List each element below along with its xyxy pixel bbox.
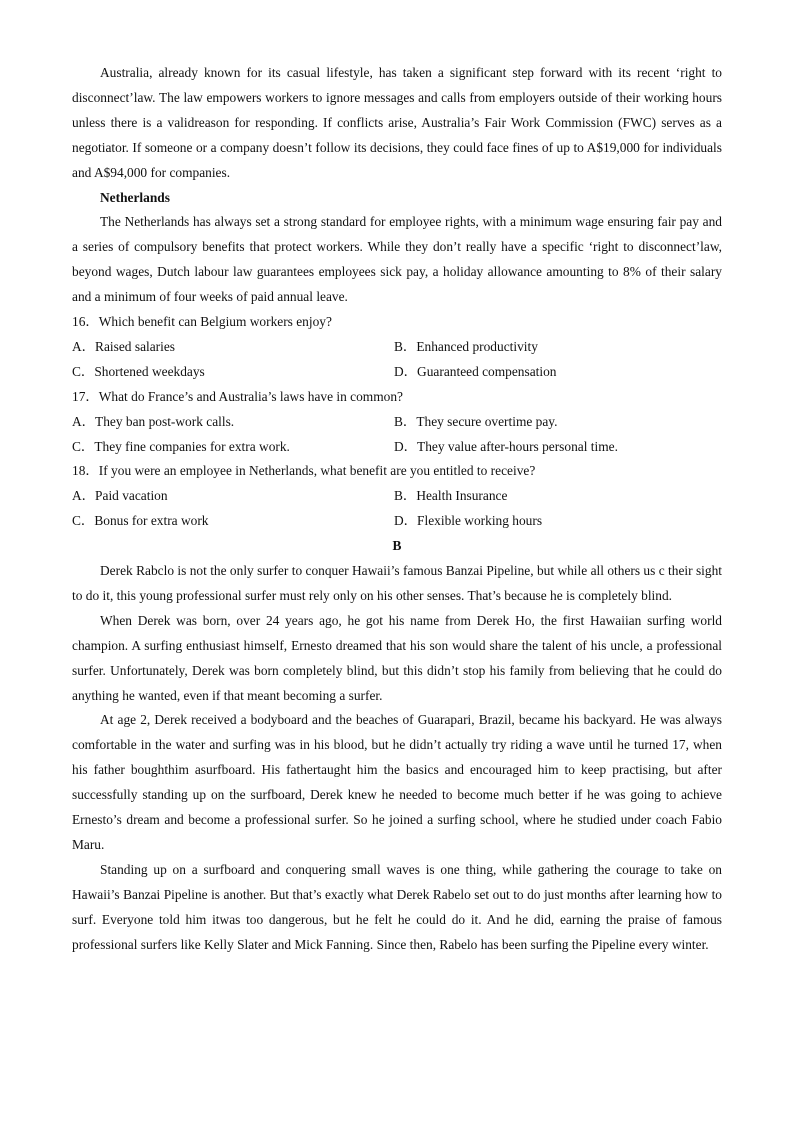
- paragraph-b-3: At age 2, Derek received a bodyboard and the beaches of Guarapari, Brazil, became his backyard. He was always comfortable in the water and surfing was in his blood, but he didn’t actually try riding a wave until he turned 17, when his father boughthim asurfboard. His fathertaught him the basics and encouraged him to keep practising, but after successfully standing up on the surfboard, Derek knew he needed to become much better if he was going to achieve Ernesto’s dream and become a professional surfer. So he joined a surfing school, where he studied under coach Fabio Maru.: [72, 712, 722, 852]
- paragraph-netherlands: The Netherlands has always set a strong standard for employee rights, with a minimum wage ensuring fair pay and a series of compulsory benefits that protect workers. While they don’t really have a specific ‘right to disconnect’law, beyond wages, Dutch labour law guarantees employees sick pay, a holiday allowance amounting to 8% of their salary and a minimum of four weeks of paid annual leave.: [72, 214, 722, 305]
- page-content: [72, 61, 722, 958]
- option-b[interactable]: B．Enhanced productivity: [394, 338, 538, 354]
- paragraph-b-2: When Derek was born, over 24 years ago, he got his name from Derek Ho, the first Hawaiian surfing world champion. A surfing enthusiast himself, Ernesto dreamed that his son would share the talent of his uncle, a professional surfer. Unfortunately, Derek was born completely blind, but this didn’t stop his family from believing that he could do anything he wanted, even if that meant becoming a surfer.: [72, 612, 722, 703]
- option-row: [72, 335, 722, 360]
- option-row: [72, 509, 722, 534]
- option-c[interactable]: C．Bonus for extra work: [72, 513, 209, 529]
- option-c[interactable]: C．Shortened weekdays: [72, 363, 205, 379]
- netherlands-heading: Netherlands: [100, 189, 170, 205]
- option-row: [72, 410, 722, 435]
- option-row: [72, 484, 722, 509]
- question-stem: 17．What do France’s and Australia’s laws have in common?: [72, 388, 403, 404]
- question-17: [72, 385, 722, 460]
- option-a[interactable]: A．Raised salaries: [72, 338, 176, 354]
- option-b[interactable]: B．They secure overtime pay.: [394, 413, 558, 429]
- question-16: [72, 310, 722, 385]
- paragraph-b-1: Derek Rabclo is not the only surfer to conquer Hawaii’s famous Banzai Pipeline, but while all others us c their sight to do it, this young professional surfer must rely only on his other senses. That’s because he is completely blind.: [72, 563, 722, 603]
- option-a[interactable]: A．Paid vacation: [72, 488, 168, 504]
- option-a[interactable]: A．They ban post-work calls.: [72, 413, 235, 429]
- paragraph-b-4: Standing up on a surfboard and conquering small waves is one thing, while gathering the courage to take on Hawaii’s Banzai Pipeline is another. But that’s exactly what Derek Rabelo set out to do just months after learning how to surf. Everyone told him itwas too dangerous, but he felt he could do it. And he did, earning the praise of famous professional surfers like Kelly Slater and Mick Fanning. Since then, Rabelo has been surfing the Pipeline every winter.: [72, 861, 722, 952]
- option-d[interactable]: D．They value after-hours personal time.: [394, 438, 618, 454]
- option-row: [72, 435, 722, 460]
- option-d[interactable]: D．Guaranteed compensation: [394, 363, 557, 379]
- option-c[interactable]: C．They fine companies for extra work.: [72, 438, 290, 454]
- question-stem: 16．Which benefit can Belgium workers enjoy?: [72, 314, 332, 330]
- question-18: [72, 459, 722, 534]
- option-b[interactable]: B．Health Insurance: [394, 488, 508, 504]
- option-d[interactable]: D．Flexible working hours: [394, 513, 543, 529]
- paragraph-australia: Australia, already known for its casual lifestyle, has taken a significant step forward with its recent ‘right to disconnect’law. The law empowers workers to ignore messages and calls from employers outside of their working hours unless there is a validreason for responding. If conflicts arise, Australia’s Fair Work Commission (FWC) serves as a negotiator. If someone or a company doesn’t follow its decisions, they could face fines of up to A$19,000 for individuals and A$94,000 for companies.: [72, 65, 722, 180]
- section-b-heading: B: [392, 538, 402, 554]
- question-stem: 18．If you were an employee in Netherlands, what benefit are you entitled to receive?: [72, 463, 536, 479]
- option-row: [72, 360, 722, 385]
